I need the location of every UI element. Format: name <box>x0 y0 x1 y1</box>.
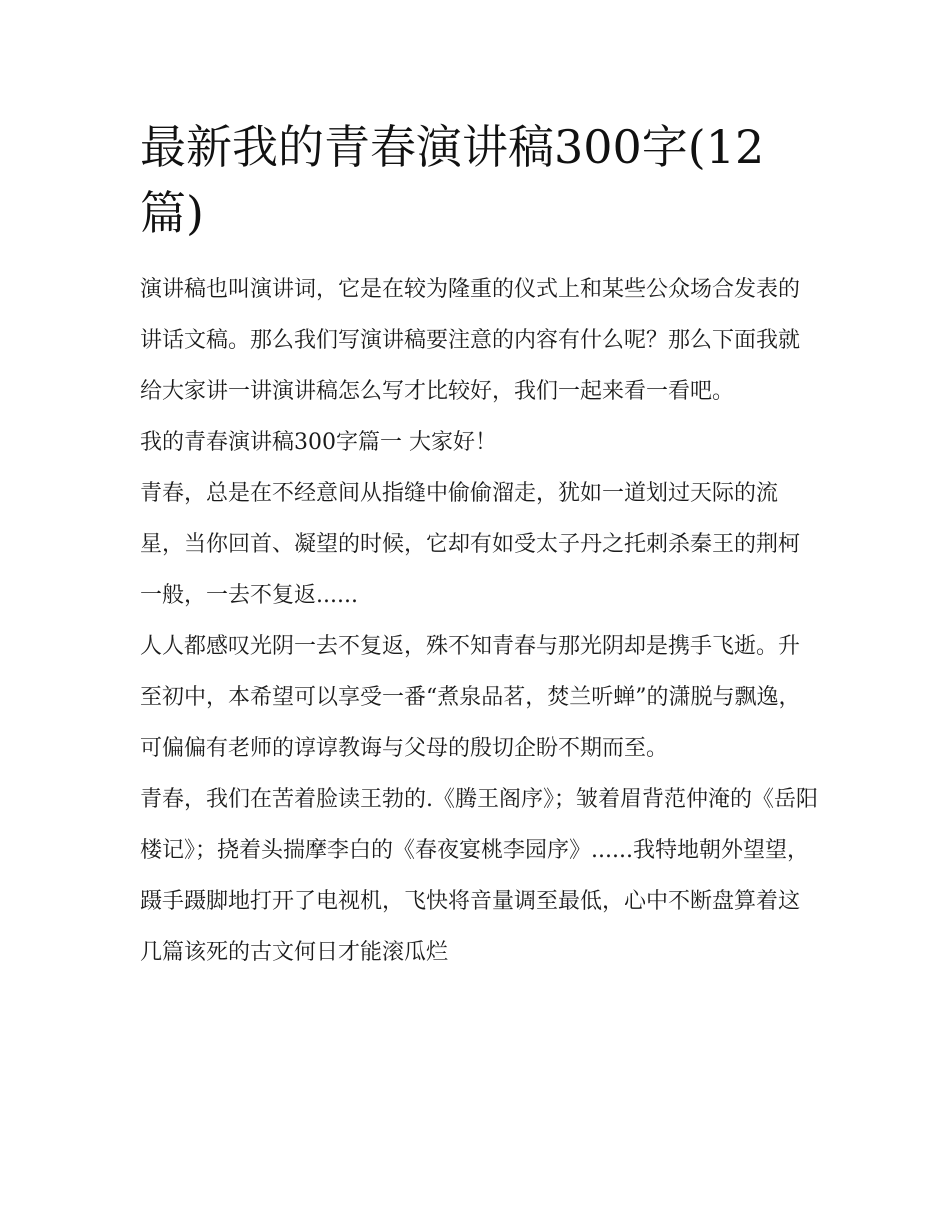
paragraph-intro: 演讲稿也叫演讲词，它是在较为隆重的仪式上和某些公众场合发表的讲话文稿。那么我们写演讲稿要注意的内容有什么呢？那么下面我就给大家讲一讲演讲稿怎么写才比较好，我们一起来看一看吧。 <box>140 277 801 404</box>
paragraph-section-heading: 我的青春演讲稿300字篇一 大家好！ <box>140 430 497 455</box>
document-body <box>140 264 820 978</box>
paragraph-youth-meteor: 青春，总是在不经意间从指缝中偷偷溜走，犹如一道划过天际的流星，当你回首、凝望的时候，它却有如受太子丹之托刺杀秦王的荆柯一般，一去不复返...... <box>140 481 801 608</box>
document-content <box>140 114 820 978</box>
document-title: 最新我的青春演讲稿300字(12篇) <box>140 120 765 240</box>
paragraph-time-passes: 人人都感叹光阴一去不复返，殊不知青春与那光阴却是携手飞逝。升至初中，本希望可以享受一番“煮泉品茗，焚兰听蝉”的潇脱与飘逸，可偏偏有老师的谆谆教诲与父母的殷切企盼不期而至。 <box>140 634 801 761</box>
paragraph-classical-texts: 青春，我们在苦着脸读王勃的.《腾王阁序》；皱着眉背范仲淹的《岳阳楼记》；挠着头揣摩李白的《春夜宴桃李园序》......我特地朝外望望，蹑手蹑脚地打开了电视机，飞快将音量调至最低，心中不断盘算着这几篇该死的古文何日才能滚瓜烂 <box>140 787 818 965</box>
